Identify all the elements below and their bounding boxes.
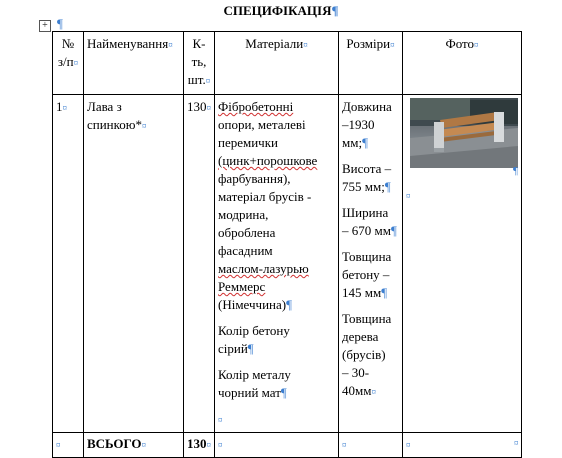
size-wood-thickness: Товщина дерева (брусів) – 30- 40мм¤ — [342, 311, 392, 398]
cell-number: 1¤ — [53, 95, 84, 433]
table-total-row — [53, 433, 522, 458]
header-sizes: Розміри¤ — [339, 32, 403, 95]
size-height: Висота – 755 мм;¶ — [342, 161, 392, 194]
cell-photo: ¤ — [403, 95, 522, 433]
paragraph-mark: ¶ — [57, 16, 63, 31]
size-length: Довжина –1930 мм;¶ — [342, 99, 392, 150]
table-end-mark: ¤ — [514, 438, 519, 448]
table-row — [53, 95, 522, 433]
header-photo: Фото¤ — [403, 32, 522, 95]
materials-metal-color: Колір металу чорний мат¶ — [218, 367, 291, 400]
total-label: ВСЬОГО¤ — [84, 433, 184, 458]
document-title: СПЕЦИФІКАЦІЯ¶ — [223, 3, 339, 18]
cell-qty: 130¤ — [184, 95, 215, 433]
cell-sizes — [339, 95, 403, 433]
cell-name: Лава з спинкою*¤ — [84, 95, 184, 433]
table-move-handle-icon[interactable]: + — [39, 20, 51, 32]
bench-photo — [410, 98, 518, 168]
size-concrete-thickness: Товщина бетону – 145 мм¶ — [342, 249, 392, 300]
header-materials: Матеріали¤ — [215, 32, 339, 95]
table-header-row — [53, 32, 522, 95]
materials-description: Фібробетонні опори, металеві перемички (цинк+порошкове фарбування), матеріал брусів - модрина, оброблена фасадним маслом-лазурью Реммерс (Німеччина)¶ — [218, 99, 318, 312]
total-sizes: ¤ — [339, 433, 403, 458]
total-photo: ¤ — [403, 433, 522, 458]
header-qty: К- ть, шт.¤ — [184, 32, 215, 95]
total-qty: 130¤ — [184, 433, 215, 458]
header-number: № з/п¤ — [53, 32, 84, 95]
materials-concrete-color: Колір бетону сірий¶ — [218, 323, 290, 356]
header-name: Найменування¤ — [84, 32, 184, 95]
size-width: Ширина – 670 мм¶ — [342, 205, 397, 238]
total-materials: ¤ — [215, 433, 339, 458]
specification-table — [52, 31, 522, 458]
cell-materials: Фібробетонні опори, металеві перемички (цинк+порошкове фарбування), матеріал брусів - модрина, оброблена фасадним маслом-лазурью Реммерс (Німеччина)¶ Колір бетону сірий¶ Колір металу чорний мат¶ ¤ — [215, 95, 339, 433]
total-number: ¤ — [53, 433, 84, 458]
row-end-mark: ¶ — [513, 165, 518, 177]
